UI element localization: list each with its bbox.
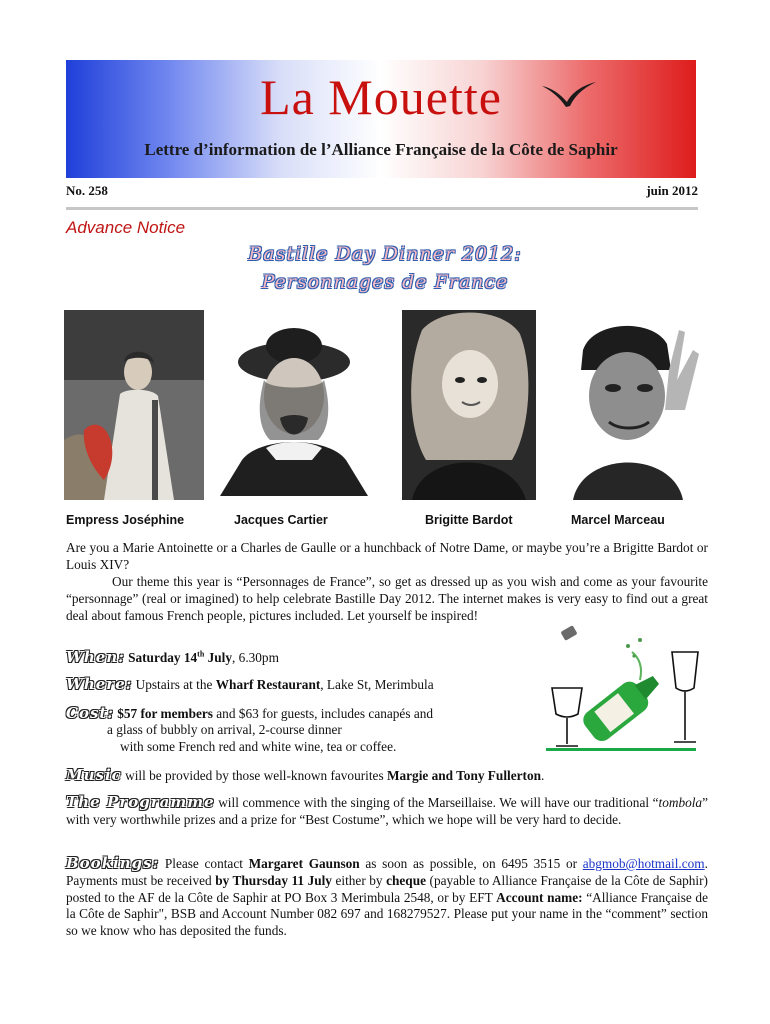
event-title-line1: Bastille Day Dinner 2012: — [248, 243, 522, 265]
issue-date: juin 2012 — [646, 183, 698, 198]
when-line — [66, 648, 279, 666]
cost-line — [66, 704, 433, 722]
cost-line-3: with some French red and white wine, tea or coffee. — [120, 739, 397, 754]
caption-brigitte-bardot: Brigitte Bardot — [425, 513, 513, 527]
bookings-text-2: as soon as possible, on 6495 3515 or — [359, 856, 583, 871]
bookings-paragraph — [66, 855, 708, 940]
bookings-text-1: Please contact — [159, 856, 249, 871]
bookings-email-link[interactable]: abgmob@hotmail.com — [582, 856, 705, 871]
bookings-text-3: . Payments must be received — [66, 856, 708, 888]
bookings-text-6: “Alliance Française de la Côte de Saphir", BSB and Account Number 082 697 and 168279527. Please put your name in the “comment” section so we know who has deposited the funds. — [66, 889, 708, 939]
cost-line-2: a glass of bubbly on arrival, 2-course dinner — [107, 722, 342, 737]
programme-text-1: will commence with the singing of the Marseillaise. We will have our traditional “ — [214, 795, 659, 810]
event-title-line2: Personnages de France — [261, 271, 509, 293]
portrait-empress-josephine — [64, 310, 204, 500]
newsletter-subtitle: Lettre d’information de l’Alliance Française de la Côte de Saphir — [144, 140, 618, 159]
caption-marcel-marceau: Marcel Marceau — [571, 513, 665, 527]
music-label: Music — [66, 766, 122, 784]
programme-paragraph — [66, 794, 708, 829]
programme-tombola: tombola — [658, 795, 703, 810]
bookings-deadline: by Thursday 11 July — [215, 872, 332, 888]
intro-paragraph-1: Are you a Marie Antoinette or a Charles de Gaulle or a hunchback of Notre Dame, or maybe you’re a Brigitte Bardot or Louis XIV? — [66, 540, 708, 572]
where-pre: Upstairs at the — [135, 677, 216, 692]
cork-icon — [558, 622, 580, 644]
where-label: Where: — [66, 675, 133, 693]
masthead-banner — [66, 60, 696, 178]
music-line — [66, 766, 544, 784]
portrait-jacques-cartier — [220, 310, 368, 496]
bookings-text-4: either by — [331, 872, 387, 888]
header-divider — [66, 207, 698, 210]
where-venue: Wharf Restaurant — [215, 677, 321, 692]
when-month: July — [204, 650, 233, 665]
music-artists: Margie and Tony Fullerton — [386, 768, 541, 783]
portrait-brigitte-bardot — [402, 310, 536, 500]
bookings-contact: Margaret Gaunson — [248, 856, 360, 871]
music-post: . — [541, 768, 545, 783]
when-day: Saturday 14 — [128, 650, 198, 665]
when-day-suffix: th — [197, 649, 205, 659]
where-post: , Lake St, Merimbula — [320, 677, 434, 692]
bookings-cheque: cheque — [386, 872, 426, 888]
issue-number: No. 258 — [66, 183, 108, 198]
cost-label: Cost: — [66, 704, 114, 722]
portrait-marcel-marceau — [553, 310, 701, 500]
newsletter-title: La Mouette — [260, 69, 502, 125]
caption-jacques-cartier: Jacques Cartier — [234, 513, 328, 527]
intro-paragraph-2: Our theme this year is “Personnages de France”, so get as dressed up as you wish and come as your favourite “personnage” (real or imagined) to help celebrate Bastille Day 2012. The internet makes is very easy to find out a great deal about famous French people, pictures included. Let yourself be inspired! — [66, 574, 708, 623]
cost-members: $57 for members — [117, 706, 213, 721]
bookings-account-label: Account name: — [496, 889, 583, 905]
music-pre: will be provided by those well-known favourites — [121, 768, 387, 783]
advance-notice-heading: Advance Notice — [66, 218, 186, 237]
bookings-label: Bookings: — [66, 854, 160, 872]
programme-label: The Programme — [66, 793, 215, 811]
caption-empress-josephine: Empress Joséphine — [66, 513, 185, 527]
when-label: When: — [66, 648, 125, 666]
cost-rest: and $63 for guests, includes canapés and — [212, 706, 434, 721]
programme-text-2: ” with very worthwhile prizes and a prize for “Best Costume”, which we hope will be very hard to decide. — [66, 795, 708, 827]
seagull-icon — [540, 78, 598, 110]
where-line — [66, 675, 434, 693]
bookings-text-5: (payable to Alliance Française de la Côte de Saphir) posted to the AF de la Côte de Saphir at PO Box 3 Merimbula 2548, or by EFT — [66, 872, 708, 905]
when-time: , 6.30pm — [232, 650, 279, 665]
